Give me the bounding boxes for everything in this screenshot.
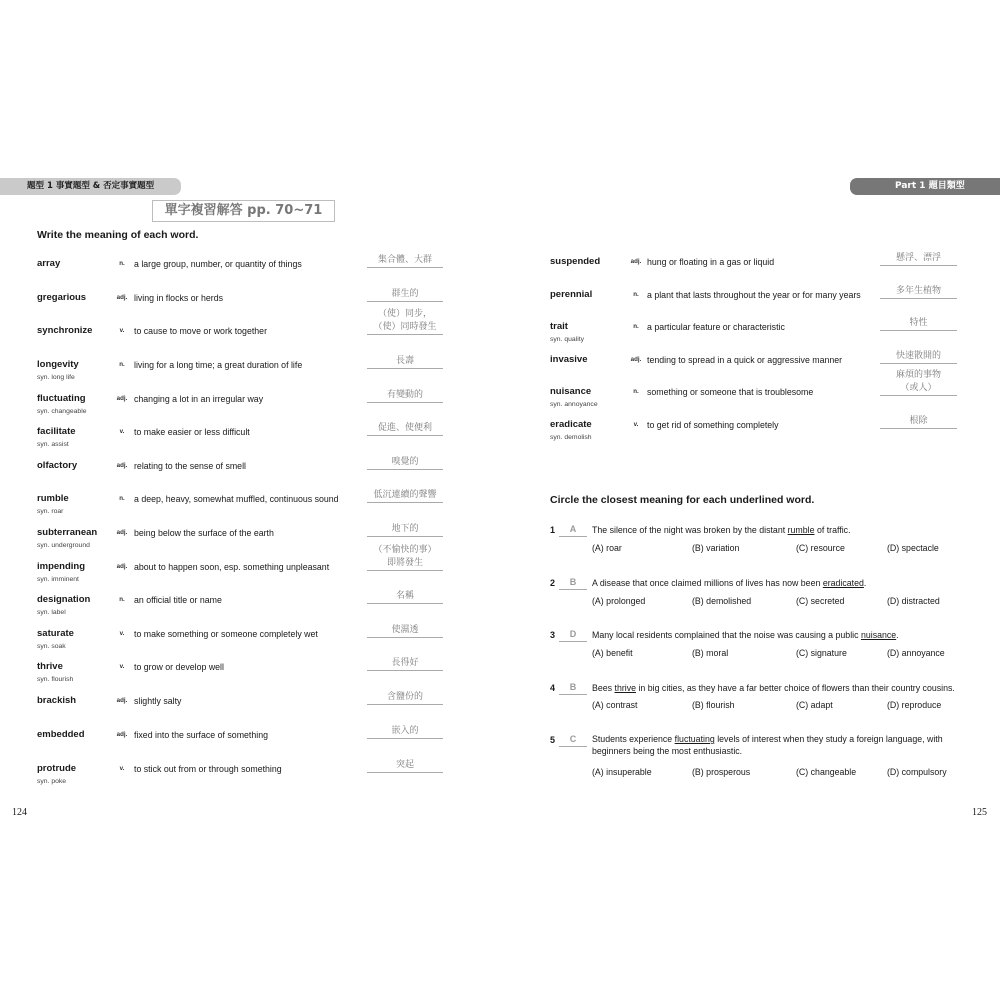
option-b: (B) flourish bbox=[692, 700, 735, 710]
answer-chinese: 低沉連續的聲響 bbox=[367, 489, 443, 503]
answer-letter: B bbox=[559, 576, 587, 590]
part-of-speech: n. bbox=[119, 596, 125, 603]
option-d: (D) annoyance bbox=[887, 648, 945, 658]
vocab-entry-thrive bbox=[0, 658, 1000, 683]
sentence-text: Many local residents complained that the noise was causing a public bbox=[592, 630, 861, 640]
part-of-speech: adj. bbox=[116, 294, 128, 301]
answer-chinese: 使濕透 bbox=[367, 624, 443, 638]
answer-chinese: 特性 bbox=[880, 317, 957, 331]
part-of-speech: adj. bbox=[630, 356, 642, 363]
definition: tending to spread in a quick or aggressive manner bbox=[647, 355, 843, 365]
vocab-word: eradicate bbox=[550, 419, 592, 430]
synonym: syn. changeable bbox=[37, 408, 87, 415]
vocab-word: facilitate bbox=[37, 426, 76, 437]
question-number: 2 bbox=[550, 578, 556, 588]
definition: relating to the sense of smell bbox=[134, 461, 246, 471]
vocab-word: thrive bbox=[37, 661, 63, 672]
part-of-speech: v. bbox=[633, 421, 639, 428]
answer-chinese: 長壽 bbox=[367, 355, 443, 369]
answer-letter: D bbox=[559, 628, 587, 642]
answer-options bbox=[0, 765, 1000, 779]
left-page-number: 124 bbox=[12, 807, 27, 818]
option-a: (A) roar bbox=[592, 543, 622, 553]
answer-chinese: （不愉快的事） 即將發生 bbox=[367, 544, 443, 571]
sentence-text: of traffic. bbox=[814, 525, 851, 535]
answer-chinese: 長得好 bbox=[367, 657, 443, 671]
part-of-speech: adj. bbox=[116, 462, 128, 469]
vocab-word: protrude bbox=[37, 763, 77, 774]
answer-chinese: 群生的 bbox=[367, 288, 443, 302]
vocab-word: subterranean bbox=[37, 527, 98, 538]
definition: to grow or develop well bbox=[134, 662, 224, 672]
vocab-word: saturate bbox=[37, 628, 74, 639]
answer-chinese: 快速散開的 bbox=[880, 350, 957, 364]
definition: something or someone that is troublesome bbox=[647, 387, 814, 397]
answer-chinese: （使）同步， （使）同時發生 bbox=[367, 308, 443, 335]
synonym: syn. assist bbox=[37, 441, 69, 448]
definition: living in flocks or herds bbox=[134, 293, 223, 303]
right-instruction: Circle the closest meaning for each underlined word. bbox=[550, 494, 815, 506]
part-of-speech: v. bbox=[119, 327, 125, 334]
part-of-speech: v. bbox=[119, 428, 125, 435]
question-number: 3 bbox=[550, 630, 556, 640]
question-number: 4 bbox=[550, 683, 556, 693]
part-of-speech: n. bbox=[119, 361, 125, 368]
answer-chinese: 有變動的 bbox=[367, 389, 443, 403]
sentence-text: The silence of the night was broken by the distant bbox=[592, 525, 788, 535]
vocab-entry-trait bbox=[0, 318, 1000, 343]
question-number: 1 bbox=[550, 525, 556, 535]
option-a: (A) prolonged bbox=[592, 596, 646, 606]
synonym: syn. quality bbox=[550, 336, 585, 343]
part-of-speech: adj. bbox=[116, 731, 128, 738]
part-of-speech: v. bbox=[119, 765, 125, 772]
part-of-speech: adj. bbox=[116, 529, 128, 536]
vocab-word: longevity bbox=[37, 359, 79, 370]
synonym: syn. flourish bbox=[37, 676, 74, 683]
answer-chinese: 根除 bbox=[880, 415, 957, 429]
option-d: (D) spectacle bbox=[887, 543, 939, 553]
sentence-text: in big cities, as they have a far better choice of flowers than their country cousins. bbox=[636, 683, 955, 693]
definition: a large group, number, or quantity of things bbox=[134, 259, 302, 269]
left-page-header-text: 題型 1 事實題型 & 否定事實題型 bbox=[27, 181, 155, 191]
vocab-word: suspended bbox=[550, 256, 601, 267]
synonym: syn. underground bbox=[37, 542, 90, 549]
definition: living for a long time; a great duration of life bbox=[134, 360, 303, 370]
answer-options bbox=[0, 594, 1000, 608]
option-b: (B) variation bbox=[692, 543, 740, 553]
left-page-header bbox=[0, 178, 181, 195]
definition: slightly salty bbox=[134, 696, 182, 706]
answer-letter: C bbox=[559, 733, 587, 747]
option-a: (A) benefit bbox=[592, 648, 633, 658]
answer-letter: B bbox=[559, 681, 587, 695]
answer-chinese: 名稱 bbox=[367, 590, 443, 604]
definition: to make something or someone completely wet bbox=[134, 629, 318, 639]
definition: about to happen soon, esp. something unpleasant bbox=[134, 562, 330, 572]
vocab-word: brackish bbox=[37, 695, 77, 706]
vocab-entry-olfactory bbox=[0, 459, 1000, 473]
part-of-speech: adj. bbox=[630, 258, 642, 265]
definition: a deep, heavy, somewhat muffled, continuous sound bbox=[134, 494, 339, 504]
part-of-speech: v. bbox=[119, 630, 125, 637]
synonym: syn. long life bbox=[37, 374, 75, 381]
answer-key-title-box: 單字複習解答 pp. 70~71 bbox=[152, 200, 335, 222]
option-c: (C) signature bbox=[796, 648, 847, 658]
vocab-word: impending bbox=[37, 561, 86, 572]
answer-options bbox=[0, 646, 1000, 660]
answer-options bbox=[0, 698, 1000, 712]
underlined-word: fluctuating bbox=[674, 734, 715, 744]
option-a: (A) insuperable bbox=[592, 767, 652, 777]
part-of-speech: adj. bbox=[116, 395, 128, 402]
answer-chinese: 多年生植物 bbox=[880, 285, 957, 299]
option-d: (D) reproduce bbox=[887, 700, 942, 710]
sentence-text: . bbox=[896, 630, 899, 640]
vocab-word: invasive bbox=[550, 354, 588, 365]
question-sentence bbox=[592, 576, 866, 590]
sentence-text: Bees bbox=[592, 683, 615, 693]
definition: a particular feature or characteristic bbox=[647, 322, 785, 332]
answer-chinese: 嗅覺的 bbox=[367, 456, 443, 470]
definition: an official title or name bbox=[134, 595, 222, 605]
definition: fixed into the surface of something bbox=[134, 730, 268, 740]
option-c: (C) adapt bbox=[796, 700, 833, 710]
left-instruction: Write the meaning of each word. bbox=[37, 229, 199, 241]
vocab-word: perennial bbox=[550, 289, 593, 300]
vocab-word: synchronize bbox=[37, 325, 93, 336]
vocab-entry-rumble bbox=[0, 490, 1000, 515]
underlined-word: eradicated bbox=[822, 578, 864, 588]
option-d: (D) compulsory bbox=[887, 767, 947, 777]
part-of-speech: n. bbox=[633, 291, 639, 298]
underlined-word: nuisance bbox=[860, 630, 897, 640]
option-a: (A) contrast bbox=[592, 700, 638, 710]
vocab-word: gregarious bbox=[37, 292, 87, 303]
vocab-entry-suspended bbox=[0, 255, 1000, 269]
definition: hung or floating in a gas or liquid bbox=[647, 257, 775, 267]
vocab-word: fluctuating bbox=[37, 393, 86, 404]
vocab-word: trait bbox=[550, 321, 568, 332]
question-number: 5 bbox=[550, 735, 556, 745]
option-b: (B) demolished bbox=[692, 596, 752, 606]
part-of-speech: n. bbox=[119, 260, 125, 267]
answer-chinese: 集合體、大群 bbox=[367, 254, 443, 268]
vocab-word: embedded bbox=[37, 729, 85, 740]
option-b: (B) moral bbox=[692, 648, 729, 658]
option-d: (D) distracted bbox=[887, 596, 940, 606]
synonym: syn. annoyance bbox=[550, 401, 598, 408]
option-b: (B) prosperous bbox=[692, 767, 751, 777]
option-c: (C) resource bbox=[796, 543, 845, 553]
question-sentence bbox=[592, 733, 992, 757]
underlined-word: rumble bbox=[787, 525, 815, 535]
answer-chinese: 嵌入的 bbox=[367, 725, 443, 739]
part-of-speech: n. bbox=[633, 388, 639, 395]
vocab-entry-invasive bbox=[0, 353, 1000, 367]
part-of-speech: n. bbox=[633, 323, 639, 330]
vocab-word: array bbox=[37, 258, 61, 269]
definition: to stick out from or through something bbox=[134, 764, 282, 774]
answer-chinese: 促進、使便利 bbox=[367, 422, 443, 436]
vocab-entry-eradicate bbox=[0, 416, 1000, 441]
question-sentence bbox=[592, 681, 955, 695]
answer-chinese: 突起 bbox=[367, 759, 443, 773]
part-of-speech: v. bbox=[119, 663, 125, 670]
definition: to make easier or less difficult bbox=[134, 427, 250, 437]
sentence-text: Students experience bbox=[592, 734, 675, 744]
answer-chinese: 地下的 bbox=[367, 523, 443, 537]
synonym: syn. roar bbox=[37, 508, 64, 515]
vocab-word: olfactory bbox=[37, 460, 78, 471]
sentence-text: A disease that once claimed millions of lives has now been bbox=[592, 578, 823, 588]
right-page-header bbox=[850, 178, 1000, 195]
right-page-header-text: Part 1 題目類型 bbox=[895, 181, 965, 191]
option-c: (C) secreted bbox=[796, 596, 845, 606]
vocab-word: rumble bbox=[37, 493, 69, 504]
answer-letter: A bbox=[559, 523, 587, 537]
vocab-word: nuisance bbox=[550, 386, 592, 397]
definition: to cause to move or work together bbox=[134, 326, 267, 336]
answer-chinese: 麻煩的事物 （或人） bbox=[880, 369, 957, 396]
part-of-speech: adj. bbox=[116, 563, 128, 570]
answer-chinese: 含鹽份的 bbox=[367, 691, 443, 705]
synonym: syn. poke bbox=[37, 778, 67, 785]
question-sentence bbox=[592, 523, 851, 537]
right-page-number: 125 bbox=[972, 807, 987, 818]
synonym: syn. soak bbox=[37, 643, 66, 650]
underlined-word: thrive bbox=[614, 683, 637, 693]
part-of-speech: n. bbox=[119, 495, 125, 502]
definition: being below the surface of the earth bbox=[134, 528, 274, 538]
option-c: (C) changeable bbox=[796, 767, 857, 777]
definition: to get rid of something completely bbox=[647, 420, 779, 430]
vocab-word: designation bbox=[37, 594, 91, 605]
sentence-text: levels of interest when they study a foreign language, with beginners being the most enthusiastic. bbox=[592, 734, 943, 756]
definition: changing a lot in an irregular way bbox=[134, 394, 264, 404]
definition: a plant that lasts throughout the year or for many years bbox=[647, 290, 861, 300]
sentence-text: . bbox=[863, 578, 867, 588]
question-sentence bbox=[592, 628, 899, 642]
answer-chinese: 懸浮、漂浮 bbox=[880, 252, 957, 266]
synonym: syn. demolish bbox=[550, 434, 592, 441]
synonym: syn. imminent bbox=[37, 576, 79, 583]
vocab-entry-perennial bbox=[0, 288, 1000, 302]
part-of-speech: adj. bbox=[116, 697, 128, 704]
synonym: syn. label bbox=[37, 609, 66, 616]
answer-options bbox=[0, 541, 1000, 555]
